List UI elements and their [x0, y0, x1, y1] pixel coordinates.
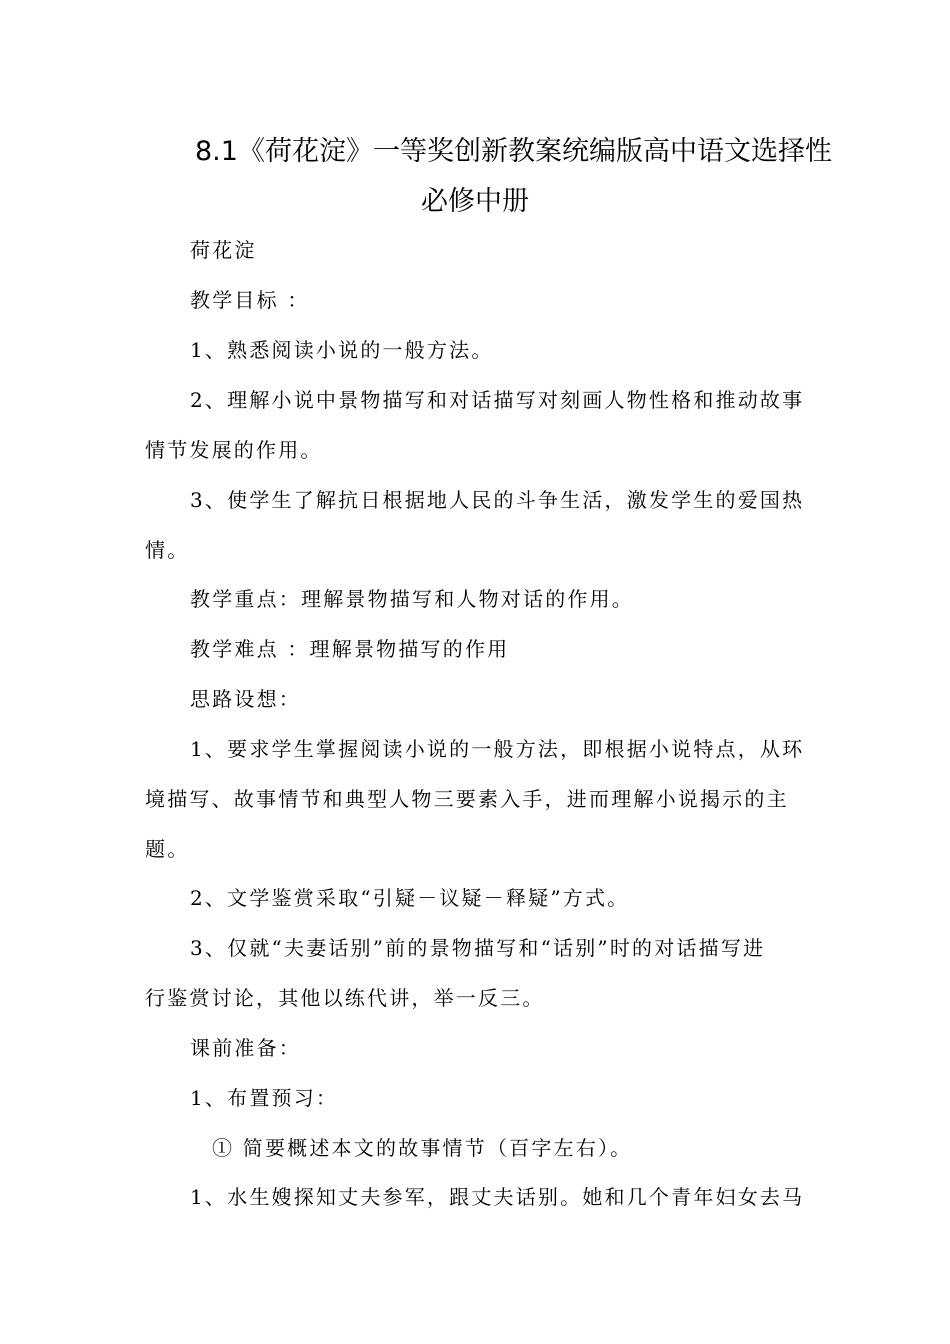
paragraph-line: 1、要求学生掌握阅读小说的一般方法，即根据小说特点，从环	[190, 737, 805, 761]
document-title-line-2: 必修中册	[421, 186, 529, 217]
paragraph-line: 行鉴赏讨论，其他以练代讲，举一反三。	[145, 986, 545, 1010]
paragraph-line: 题。	[145, 837, 190, 861]
paragraph-line: 境描写、故事情节和典型人物三要素入手，进而理解小说揭示的主	[145, 787, 789, 811]
paragraph-line: 情节发展的作用。	[145, 438, 323, 462]
paragraph-line: 2、理解小说中景物描写和对话描写对刻画人物性格和推动故事	[190, 388, 805, 412]
paragraph-line: 教学重点：理解景物描写和人物对话的作用。	[190, 587, 634, 611]
paragraph-line: 思路设想：	[190, 687, 301, 711]
paragraph-line: ① 简要概述本文的故事情节（百字左右）。	[212, 1136, 633, 1160]
paragraph-line: 2、文学鉴赏采取“引疑－议疑－释疑”方式。	[190, 886, 630, 910]
document-title-line-1: 8.1《荷花淀》一等奖创新教案统编版高中语文选择性	[195, 136, 832, 167]
paragraph-line: 教学目标 ：	[190, 288, 310, 312]
paragraph-line: 1、布置预习：	[190, 1086, 339, 1110]
paragraph-line: 情。	[145, 538, 190, 562]
paragraph-line: 教学难点 ：理解景物描写的作用	[190, 637, 510, 661]
paragraph-line: 1、熟悉阅读小说的一般方法。	[190, 338, 494, 362]
paragraph-line: 3、使学生了解抗日根据地人民的斗争生活，激发学生的爱国热	[190, 488, 805, 512]
paragraph-line: 3、仅就“夫妻话别”前的景物描写和“话别”时的对话描写进	[190, 936, 766, 960]
paragraph-line: 1、水生嫂探知丈夫参军，跟丈夫话别。她和几个青年妇女去马	[190, 1185, 805, 1209]
section-heading: 荷花淀	[190, 238, 257, 262]
paragraph-line: 课前准备：	[190, 1036, 301, 1060]
